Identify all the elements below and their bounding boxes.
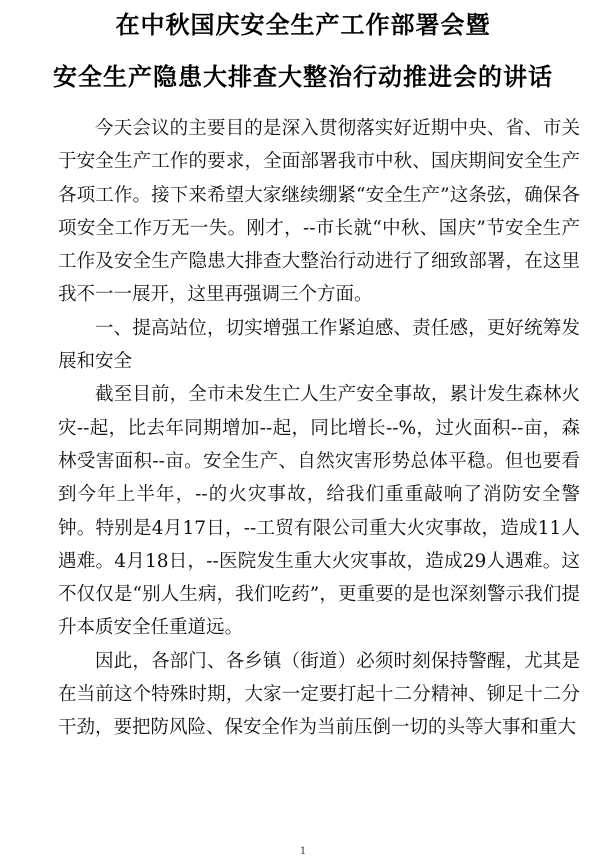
document-title-line-1: 在中秋国庆安全生产工作部署会暨 [115, 11, 491, 39]
page-number: 1 [299, 846, 307, 857]
document-body [58, 112, 580, 745]
document-title-line-2: 安全生产隐患大排查大整治行动推进会的讲话 [53, 63, 553, 91]
paragraph-conclusion: 因此，各部门、各乡镇（街道）必须时刻保持警醒，尤其是在当前这个特殊时期，大家一定要打起十二分精神、铆足十二分干劲，要把防风险、保安全作为当前压倒一切的头等大事和重大 [58, 650, 580, 739]
paragraph-statistics: 截至目前，全市未发生亡人生产安全事故，累计发生森林火灾--起，比去年同期增加--起，同比增长--%，过火面积--亩，森林受害面积--亩。安全生产、自然灾害形势总体平稳。但也要看到今年上半年，--的火灾事故，给我们重重敲响了消防安全警钟。特别是4月17日，--工贸有限公司重大火灾事故，造成11人遇难。4月18日，--医院发生重大火灾事故，造成29人遇难。这不仅仅是“别人生病，我们吃药”，更重要的是也深刻警示我们提升本质安全任重道远。 [58, 384, 580, 639]
section-heading-1: 一、提高站位，切实增强工作紧迫感、责任感，更好统筹发展和安全 [58, 317, 580, 373]
paragraph-intro: 今天会议的主要目的是深入贯彻落实好近期中央、省、市关于安全生产工作的要求，全面部署我市中秋、国庆期间安全生产各项工作。接下来希望大家继续绷紧“安全生产”这条弦，确保各项安全工作万无一失。刚才，--市长就“中秋、国庆”节安全生产工作及安全生产隐患大排查大整治行动进行了细致部署，在这里我不一一展开，这里再强调三个方面。 [58, 118, 580, 306]
